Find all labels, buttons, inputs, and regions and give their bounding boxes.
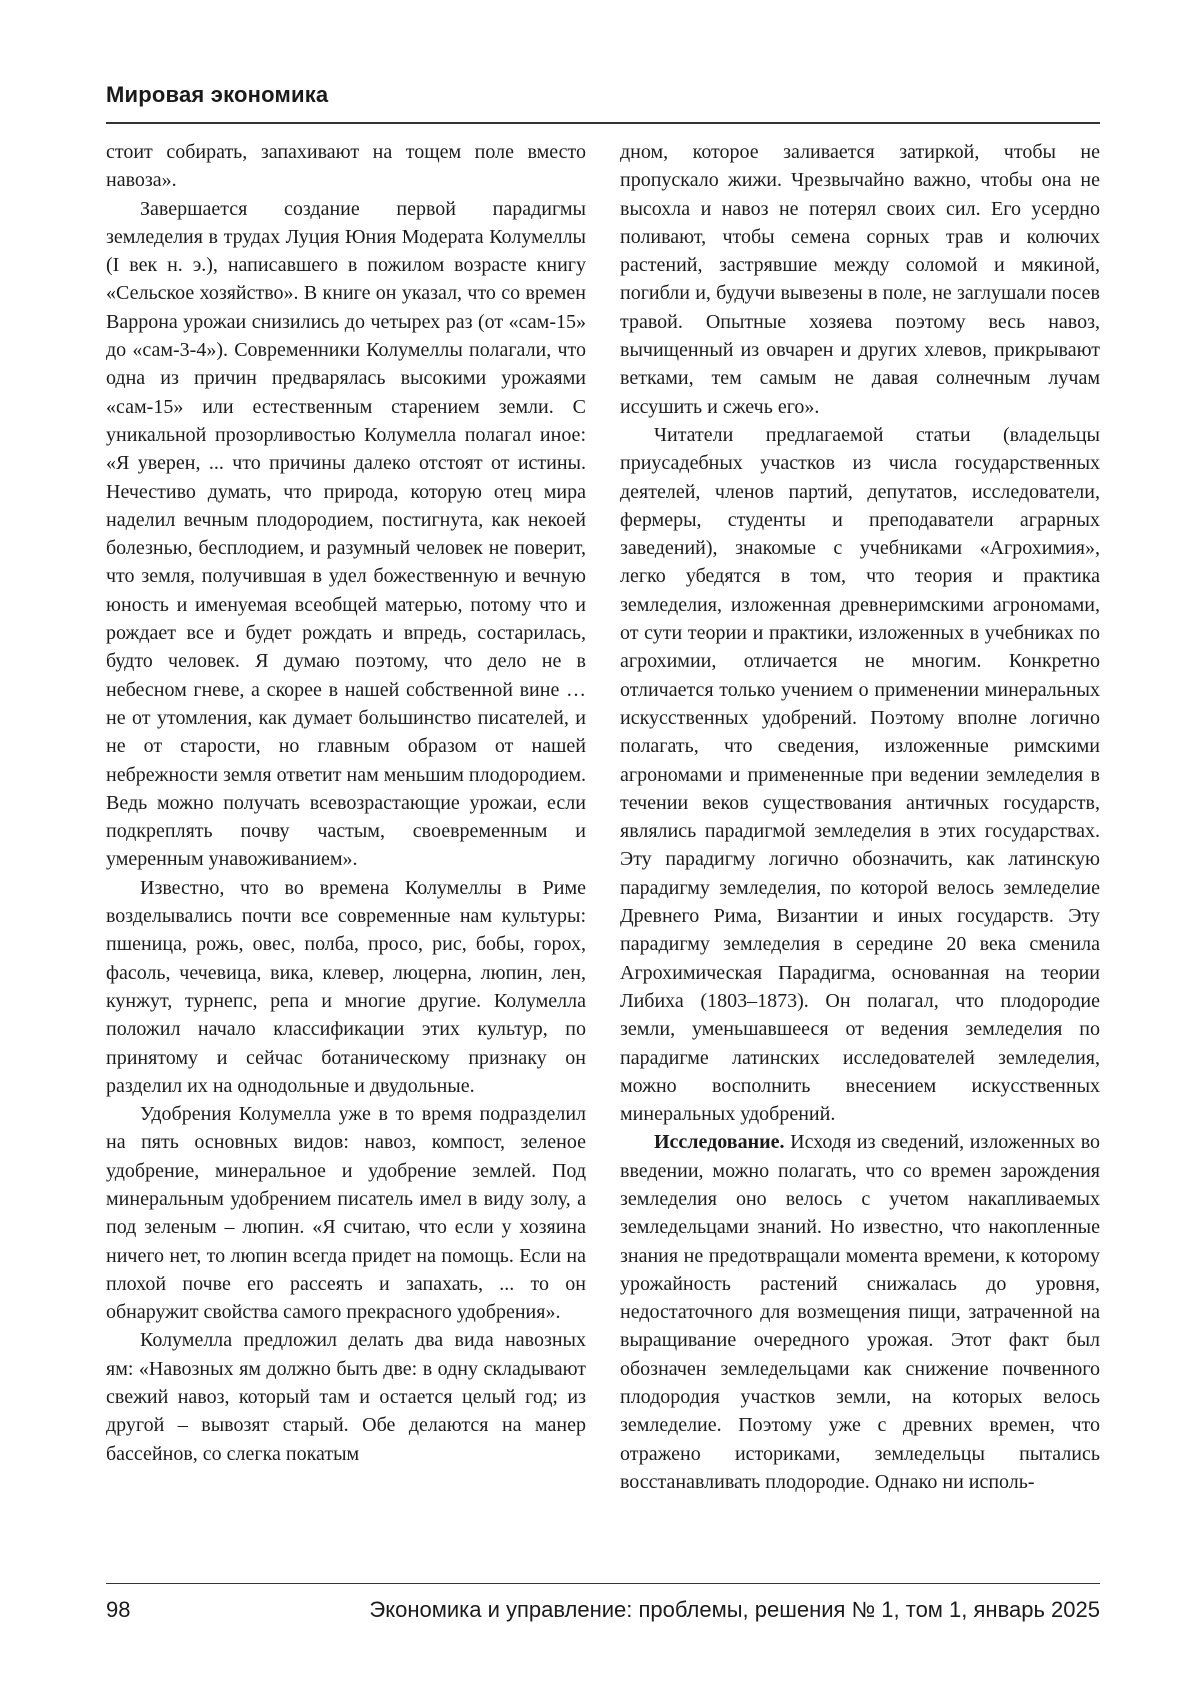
page-number: 98 (106, 1597, 131, 1622)
paragraph (620, 1128, 1100, 1496)
left-column (106, 138, 586, 1468)
paragraph: Читатели предлагаемой статьи (владельцы приусадебных участков из числа государственных деятелей, членов партий, депутатов, исследователи, фермеры, студенты и преподаватели аграрных заведений), знакомые с учебниками «Агрохимия», легко убедятся в том, что теория и практика земледелия, изложенная древнеримскими агрономами, от сути теории и практики, изложенных в учебниках по агрохимии, отличается не многим. Конкретно отличается только учением о применении минеральных искусственных удобрений. Поэтому вполне логично полагать, что сведения, изложенные римскими агрономами и примененные при ведении земледелия в течении веков существования античных государств, являлись парадигмой земледелия в этих государствах. Эту парадигму логично обозначить, как латинскую парадигму земледелия, по которой велось земледелие Древнего Рима, Византии и иных государств. Эту парадигму земледелия в середине 20 века сменила Агрохимическая Парадигма, основанная на теории Либиха (1803–1873). Он полагал, что плодородие земли, уменьшавшееся от ведения земледелия по парадигме латинских исследователей земледелия, можно восполнить внесением искусственных минеральных удобрений. (620, 423, 1100, 1126)
header-rule (106, 122, 1100, 124)
journal-citation: Экономика и управление: проблемы, решения № 1, том 1, январь 2025 (369, 1597, 1100, 1622)
paragraph: дном, которое заливается затиркой, чтобы не пропускало жижи. Чрезвычайно важно, чтобы она не высохла и навоз не потерял своих сил. Его усердно поливают, чтобы семена сорных трав и колючих растений, застрявшие между соломой и мякиной, погибли и, будучи вывезены в поле, не заглушали посев травой. Опытные хозяева поэтому весь навоз, вычищенный из овчарен и других хлевов, прикрывают ветками, тем самым не давая солнечным лучам иссушить и сжечь его». (620, 141, 1100, 418)
paragraph: стоит собирать, запахивают на тощем поле вместо навоза». (106, 141, 586, 192)
paragraph: Удобрения Колумелла уже в то время подразделил на пять основных видов: навоз, компост, зеленое удобрение, минеральное и удобрение землей. Под минеральным удобрением писатель имел в виду золу, а под зеленым – люпин. «Я считаю, что если у хозяина ничего нет, то люпин всегда придет на помощь. Если на плохой почве его рассеять и запахать, ... то он обнаружит свойства самого прекрасного удобрения». (106, 1103, 586, 1324)
right-column (620, 138, 1100, 1496)
section-heading: Исследование. (654, 1131, 785, 1154)
footer-rule (106, 1583, 1100, 1584)
paragraph: Колумелла предложил делать два вида навозных ям: «Навозных ям должно быть две: в одну складывают свежий навоз, который там и остается целый год; из другой – вывозят старый. Обе делаются на манер бассейнов, со слегка покатым (106, 1329, 586, 1465)
paragraph: Завершается создание первой парадигмы земледелия в трудах Луция Юния Модерата Колумеллы (I век н. э.), написавшего в пожилом возрасте книгу «Сельское хозяйство». В книге он указал, что со времен Варрона урожаи снизились до четырех раз (от «сам-15» до «сам-3-4»). Современники Колумеллы полагали, что одна из причин предварялась высокими урожаями «сам-15» или естественным старением земли. С уникальной прозорливостью Колумелла полагал иное: «Я уверен, ... что причины далеко отстоят от истины. Нечестиво думать, что природа, которую отец мира наделил вечным плодородием, постигнута, как некоей болезнью, бесплодием, и разумный человек не поверит, что земля, получившая в удел божественную и вечную юность и именуемая всеобщей матерью, потому что и рождает все и будет рождать и впредь, состарилась, будто человек. Я думаю поэтому, что дело не в небесном гневе, а скорее в нашей собственной вине … не от утомления, как думает большинство писателей, и не от старости, но главным образом от нашей небрежности земля ответит нам меньшим плодородием. Ведь можно получать всевозрастающие урожаи, если подкреплять почву частым, своевременным и умеренным унавоживанием». (106, 197, 586, 871)
paragraph-text: Исходя из сведений, изложенных во введении, можно полагать, что со времен зарождения земледелия оно велось с учетом накапливаемых земледельцами знаний. Но известно, что накопленные знания не предотвращали момента времени, к которому урожайность растений снижалась до уровня, недостаточного для возмещения пищи, затраченной на выращивание очередного урожая. Этот факт был обозначен земледельцами как снижение почвенного плодородия участков земли, на которых велось земледелие. Поэтому уже с древних времен, что отражено историками, земледельцы пытались восстанавливать плодородие. Однако ни исполь- (620, 1131, 1101, 1493)
paragraph: Известно, что во времена Колумеллы в Риме возделывались почти все современные нам культуры: пшеница, рожь, овес, полба, просо, рис, бобы, горох, фасоль, чечевица, вика, клевер, люцерна, люпин, лен, кунжут, турнепс, репа и многие другие. Колумелла положил начало классификации этих культур, по принятому и сейчас ботаническому признаку он разделил их на однодольные и двудольные. (106, 876, 586, 1097)
section-title: Мировая экономика (106, 82, 329, 107)
